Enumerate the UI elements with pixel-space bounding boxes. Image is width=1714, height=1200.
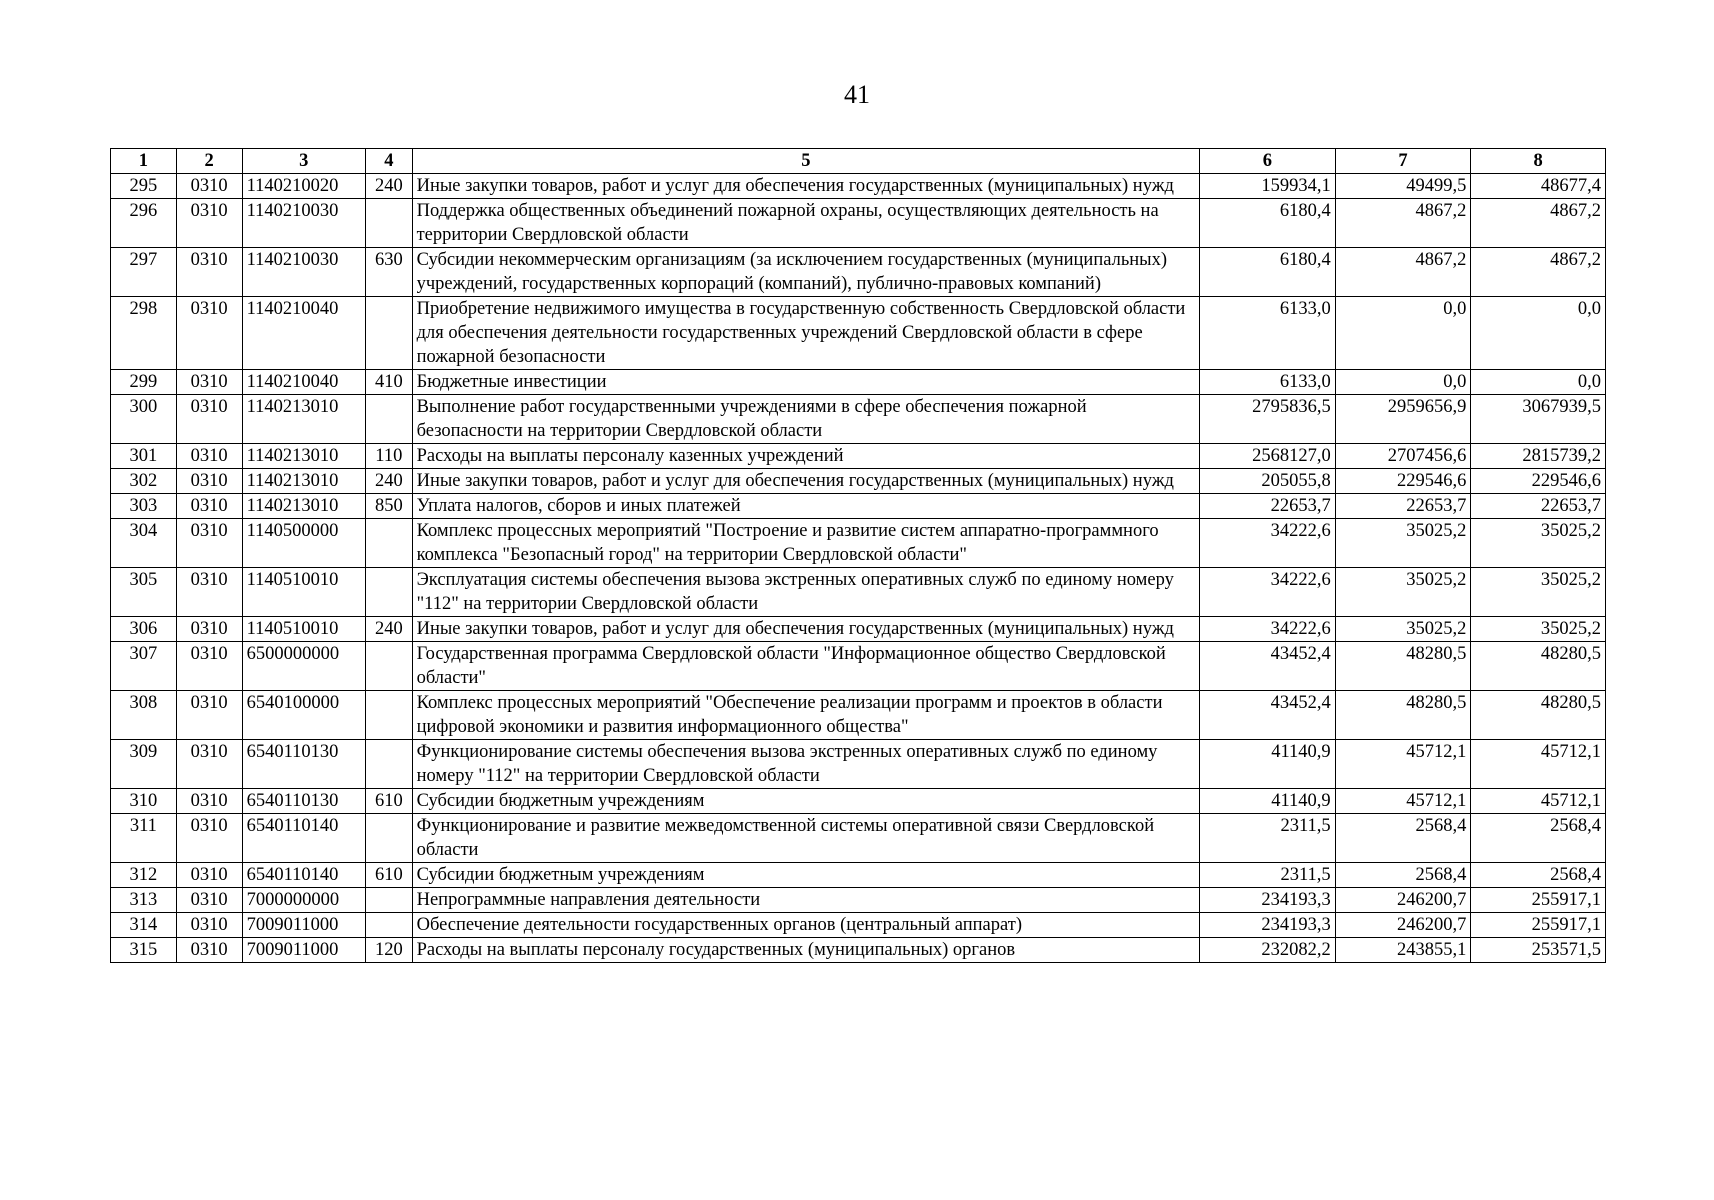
item-name-cell: Государственная программа Свердловской области "Информационное общество Свердловской области"	[412, 642, 1199, 691]
expense-type-cell: 610	[366, 789, 413, 814]
row-number-cell: 305	[111, 568, 177, 617]
row-number-cell: 299	[111, 370, 177, 395]
section-code-cell: 0310	[176, 617, 242, 642]
section-code-cell: 0310	[176, 370, 242, 395]
target-code-cell: 1140500000	[242, 519, 365, 568]
item-name-cell: Выполнение работ государственными учреждениями в сфере обеспечения пожарной безопасности на территории Свердловской области	[412, 395, 1199, 444]
row-number-cell: 307	[111, 642, 177, 691]
amount-year3-cell: 4867,2	[1471, 199, 1606, 248]
item-name-cell: Иные закупки товаров, работ и услуг для обеспечения государственных (муниципальных) нужд	[412, 469, 1199, 494]
amount-year2-cell: 2568,4	[1335, 863, 1471, 888]
target-code-cell: 6540110140	[242, 863, 365, 888]
table-row	[111, 444, 1606, 469]
amount-year2-cell: 2707456,6	[1335, 444, 1471, 469]
amount-year2-cell: 48280,5	[1335, 642, 1471, 691]
expense-type-cell: 240	[366, 469, 413, 494]
amount-year2-cell: 35025,2	[1335, 568, 1471, 617]
amount-year1-cell: 43452,4	[1200, 642, 1336, 691]
column-header-year3: 8	[1471, 149, 1606, 174]
column-header-year1: 6	[1200, 149, 1336, 174]
section-code-cell: 0310	[176, 740, 242, 789]
amount-year2-cell: 49499,5	[1335, 174, 1471, 199]
amount-year1-cell: 34222,6	[1200, 519, 1336, 568]
row-number-cell: 300	[111, 395, 177, 444]
amount-year3-cell: 253571,5	[1471, 938, 1606, 963]
amount-year1-cell: 159934,1	[1200, 174, 1336, 199]
table-row	[111, 370, 1606, 395]
table-row	[111, 691, 1606, 740]
expense-type-cell	[366, 814, 413, 863]
item-name-cell: Расходы на выплаты персоналу государственных (муниципальных) органов	[412, 938, 1199, 963]
amount-year1-cell: 34222,6	[1200, 568, 1336, 617]
amount-year3-cell: 45712,1	[1471, 789, 1606, 814]
row-number-cell: 309	[111, 740, 177, 789]
row-number-cell: 308	[111, 691, 177, 740]
table-row	[111, 568, 1606, 617]
expense-type-cell: 610	[366, 863, 413, 888]
table-row	[111, 297, 1606, 370]
amount-year3-cell: 255917,1	[1471, 913, 1606, 938]
table-row	[111, 888, 1606, 913]
section-code-cell: 0310	[176, 863, 242, 888]
row-number-cell: 310	[111, 789, 177, 814]
amount-year2-cell: 2568,4	[1335, 814, 1471, 863]
amount-year3-cell: 48677,4	[1471, 174, 1606, 199]
table-row	[111, 938, 1606, 963]
column-header-expense-type: 4	[366, 149, 413, 174]
target-code-cell: 1140210030	[242, 199, 365, 248]
target-code-cell: 7009011000	[242, 913, 365, 938]
target-code-cell: 7009011000	[242, 938, 365, 963]
target-code-cell: 6540110130	[242, 740, 365, 789]
row-number-cell: 314	[111, 913, 177, 938]
section-code-cell: 0310	[176, 444, 242, 469]
amount-year3-cell: 0,0	[1471, 297, 1606, 370]
target-code-cell: 1140213010	[242, 469, 365, 494]
amount-year2-cell: 243855,1	[1335, 938, 1471, 963]
section-code-cell: 0310	[176, 395, 242, 444]
amount-year1-cell: 41140,9	[1200, 789, 1336, 814]
section-code-cell: 0310	[176, 913, 242, 938]
row-number-cell: 304	[111, 519, 177, 568]
column-header-year2: 7	[1335, 149, 1471, 174]
amount-year2-cell: 45712,1	[1335, 789, 1471, 814]
amount-year3-cell: 35025,2	[1471, 617, 1606, 642]
amount-year3-cell: 48280,5	[1471, 691, 1606, 740]
row-number-cell: 311	[111, 814, 177, 863]
row-number-cell: 315	[111, 938, 177, 963]
section-code-cell: 0310	[176, 691, 242, 740]
amount-year1-cell: 41140,9	[1200, 740, 1336, 789]
item-name-cell: Комплекс процессных мероприятий "Обеспечение реализации программ и проектов в области цифровой экономики и развития информационного общества"	[412, 691, 1199, 740]
item-name-cell: Иные закупки товаров, работ и услуг для обеспечения государственных (муниципальных) нужд	[412, 617, 1199, 642]
amount-year1-cell: 2311,5	[1200, 863, 1336, 888]
section-code-cell: 0310	[176, 642, 242, 691]
amount-year3-cell: 35025,2	[1471, 519, 1606, 568]
section-code-cell: 0310	[176, 469, 242, 494]
expense-type-cell	[366, 395, 413, 444]
amount-year2-cell: 4867,2	[1335, 199, 1471, 248]
table-row	[111, 642, 1606, 691]
row-number-cell: 302	[111, 469, 177, 494]
table-row	[111, 789, 1606, 814]
table-row	[111, 740, 1606, 789]
expense-type-cell	[366, 740, 413, 789]
item-name-cell: Бюджетные инвестиции	[412, 370, 1199, 395]
row-number-cell: 303	[111, 494, 177, 519]
table-row	[111, 199, 1606, 248]
expense-type-cell	[366, 519, 413, 568]
expense-type-cell	[366, 568, 413, 617]
amount-year3-cell: 2568,4	[1471, 863, 1606, 888]
amount-year2-cell: 4867,2	[1335, 248, 1471, 297]
table-row	[111, 863, 1606, 888]
amount-year1-cell: 234193,3	[1200, 913, 1336, 938]
amount-year3-cell: 0,0	[1471, 370, 1606, 395]
table-body	[111, 174, 1606, 963]
item-name-cell: Поддержка общественных объединений пожарной охраны, осуществляющих деятельность на территории Свердловской области	[412, 199, 1199, 248]
item-name-cell: Субсидии бюджетным учреждениям	[412, 789, 1199, 814]
section-code-cell: 0310	[176, 814, 242, 863]
amount-year1-cell: 6133,0	[1200, 297, 1336, 370]
target-code-cell: 1140210040	[242, 370, 365, 395]
target-code-cell: 7000000000	[242, 888, 365, 913]
amount-year3-cell: 2568,4	[1471, 814, 1606, 863]
section-code-cell: 0310	[176, 174, 242, 199]
item-name-cell: Расходы на выплаты персоналу казенных учреждений	[412, 444, 1199, 469]
item-name-cell: Функционирование и развитие межведомственной системы оперативной связи Свердловской области	[412, 814, 1199, 863]
amount-year2-cell: 45712,1	[1335, 740, 1471, 789]
expense-type-cell	[366, 642, 413, 691]
row-number-cell: 301	[111, 444, 177, 469]
amount-year2-cell: 0,0	[1335, 297, 1471, 370]
section-code-cell: 0310	[176, 519, 242, 568]
target-code-cell: 1140510010	[242, 568, 365, 617]
amount-year2-cell: 2959656,9	[1335, 395, 1471, 444]
amount-year3-cell: 255917,1	[1471, 888, 1606, 913]
target-code-cell: 1140210020	[242, 174, 365, 199]
item-name-cell: Приобретение недвижимого имущества в государственную собственность Свердловской области для обеспечения деятельности государственных учреждений Свердловской области в сфере пожарной безопасности	[412, 297, 1199, 370]
amount-year3-cell: 35025,2	[1471, 568, 1606, 617]
section-code-cell: 0310	[176, 888, 242, 913]
section-code-cell: 0310	[176, 494, 242, 519]
item-name-cell: Обеспечение деятельности государственных органов (центральный аппарат)	[412, 913, 1199, 938]
row-number-cell: 312	[111, 863, 177, 888]
expense-type-cell	[366, 888, 413, 913]
target-code-cell: 1140213010	[242, 494, 365, 519]
table-row	[111, 248, 1606, 297]
item-name-cell: Субсидии некоммерческим организациям (за исключением государственных (муниципальных) учреждений, государственных корпораций (компаний), публично-правовых компаний)	[412, 248, 1199, 297]
amount-year1-cell: 2311,5	[1200, 814, 1336, 863]
row-number-cell: 306	[111, 617, 177, 642]
item-name-cell: Непрограммные направления деятельности	[412, 888, 1199, 913]
row-number-cell: 296	[111, 199, 177, 248]
item-name-cell: Комплекс процессных мероприятий "Построение и развитие систем аппаратно-программного комплекса "Безопасный город" на территории Свердловской области"	[412, 519, 1199, 568]
expense-type-cell: 120	[366, 938, 413, 963]
section-code-cell: 0310	[176, 938, 242, 963]
amount-year1-cell: 22653,7	[1200, 494, 1336, 519]
amount-year3-cell: 3067939,5	[1471, 395, 1606, 444]
amount-year1-cell: 34222,6	[1200, 617, 1336, 642]
expense-type-cell: 240	[366, 617, 413, 642]
amount-year1-cell: 43452,4	[1200, 691, 1336, 740]
amount-year2-cell: 246200,7	[1335, 913, 1471, 938]
amount-year3-cell: 2815739,2	[1471, 444, 1606, 469]
expense-type-cell: 110	[366, 444, 413, 469]
expense-type-cell	[366, 199, 413, 248]
amount-year3-cell: 45712,1	[1471, 740, 1606, 789]
amount-year3-cell: 48280,5	[1471, 642, 1606, 691]
section-code-cell: 0310	[176, 568, 242, 617]
amount-year1-cell: 205055,8	[1200, 469, 1336, 494]
target-code-cell: 1140213010	[242, 444, 365, 469]
expense-type-cell: 240	[366, 174, 413, 199]
amount-year2-cell: 22653,7	[1335, 494, 1471, 519]
amount-year1-cell: 232082,2	[1200, 938, 1336, 963]
expense-type-cell: 410	[366, 370, 413, 395]
target-code-cell: 6540110140	[242, 814, 365, 863]
amount-year3-cell: 22653,7	[1471, 494, 1606, 519]
row-number-cell: 313	[111, 888, 177, 913]
column-header-section: 2	[176, 149, 242, 174]
target-code-cell: 6500000000	[242, 642, 365, 691]
amount-year3-cell: 4867,2	[1471, 248, 1606, 297]
target-code-cell: 6540110130	[242, 789, 365, 814]
table-row	[111, 469, 1606, 494]
expense-type-cell	[366, 297, 413, 370]
section-code-cell: 0310	[176, 199, 242, 248]
page-number: 41	[844, 80, 870, 109]
amount-year2-cell: 35025,2	[1335, 617, 1471, 642]
expense-type-cell: 630	[366, 248, 413, 297]
item-name-cell: Уплата налогов, сборов и иных платежей	[412, 494, 1199, 519]
table-row	[111, 494, 1606, 519]
item-name-cell: Иные закупки товаров, работ и услуг для обеспечения государственных (муниципальных) нужд	[412, 174, 1199, 199]
expense-type-cell	[366, 691, 413, 740]
item-name-cell: Функционирование системы обеспечения вызова экстренных оперативных служб по единому номеру "112" на территории Свердловской области	[412, 740, 1199, 789]
table-row	[111, 814, 1606, 863]
budget-table	[110, 148, 1606, 963]
target-code-cell: 6540100000	[242, 691, 365, 740]
item-name-cell: Субсидии бюджетным учреждениям	[412, 863, 1199, 888]
table-row	[111, 519, 1606, 568]
target-code-cell: 1140510010	[242, 617, 365, 642]
expense-type-cell	[366, 913, 413, 938]
table-row	[111, 174, 1606, 199]
target-code-cell: 1140210040	[242, 297, 365, 370]
table-header-row	[111, 149, 1606, 174]
row-number-cell: 298	[111, 297, 177, 370]
table-row	[111, 617, 1606, 642]
row-number-cell: 295	[111, 174, 177, 199]
target-code-cell: 1140213010	[242, 395, 365, 444]
amount-year2-cell: 0,0	[1335, 370, 1471, 395]
amount-year2-cell: 35025,2	[1335, 519, 1471, 568]
section-code-cell: 0310	[176, 789, 242, 814]
expense-type-cell: 850	[366, 494, 413, 519]
column-header-num: 1	[111, 149, 177, 174]
row-number-cell: 297	[111, 248, 177, 297]
amount-year3-cell: 229546,6	[1471, 469, 1606, 494]
amount-year2-cell: 48280,5	[1335, 691, 1471, 740]
amount-year1-cell: 6180,4	[1200, 199, 1336, 248]
amount-year1-cell: 2795836,5	[1200, 395, 1336, 444]
amount-year1-cell: 2568127,0	[1200, 444, 1336, 469]
section-code-cell: 0310	[176, 297, 242, 370]
table-row	[111, 395, 1606, 444]
column-header-name: 5	[412, 149, 1199, 174]
target-code-cell: 1140210030	[242, 248, 365, 297]
amount-year2-cell: 229546,6	[1335, 469, 1471, 494]
amount-year2-cell: 246200,7	[1335, 888, 1471, 913]
item-name-cell: Эксплуатация системы обеспечения вызова экстренных оперативных служб по единому номеру "112" на территории Свердловской области	[412, 568, 1199, 617]
amount-year1-cell: 6180,4	[1200, 248, 1336, 297]
amount-year1-cell: 6133,0	[1200, 370, 1336, 395]
amount-year1-cell: 234193,3	[1200, 888, 1336, 913]
column-header-code: 3	[242, 149, 365, 174]
section-code-cell: 0310	[176, 248, 242, 297]
table-row	[111, 913, 1606, 938]
